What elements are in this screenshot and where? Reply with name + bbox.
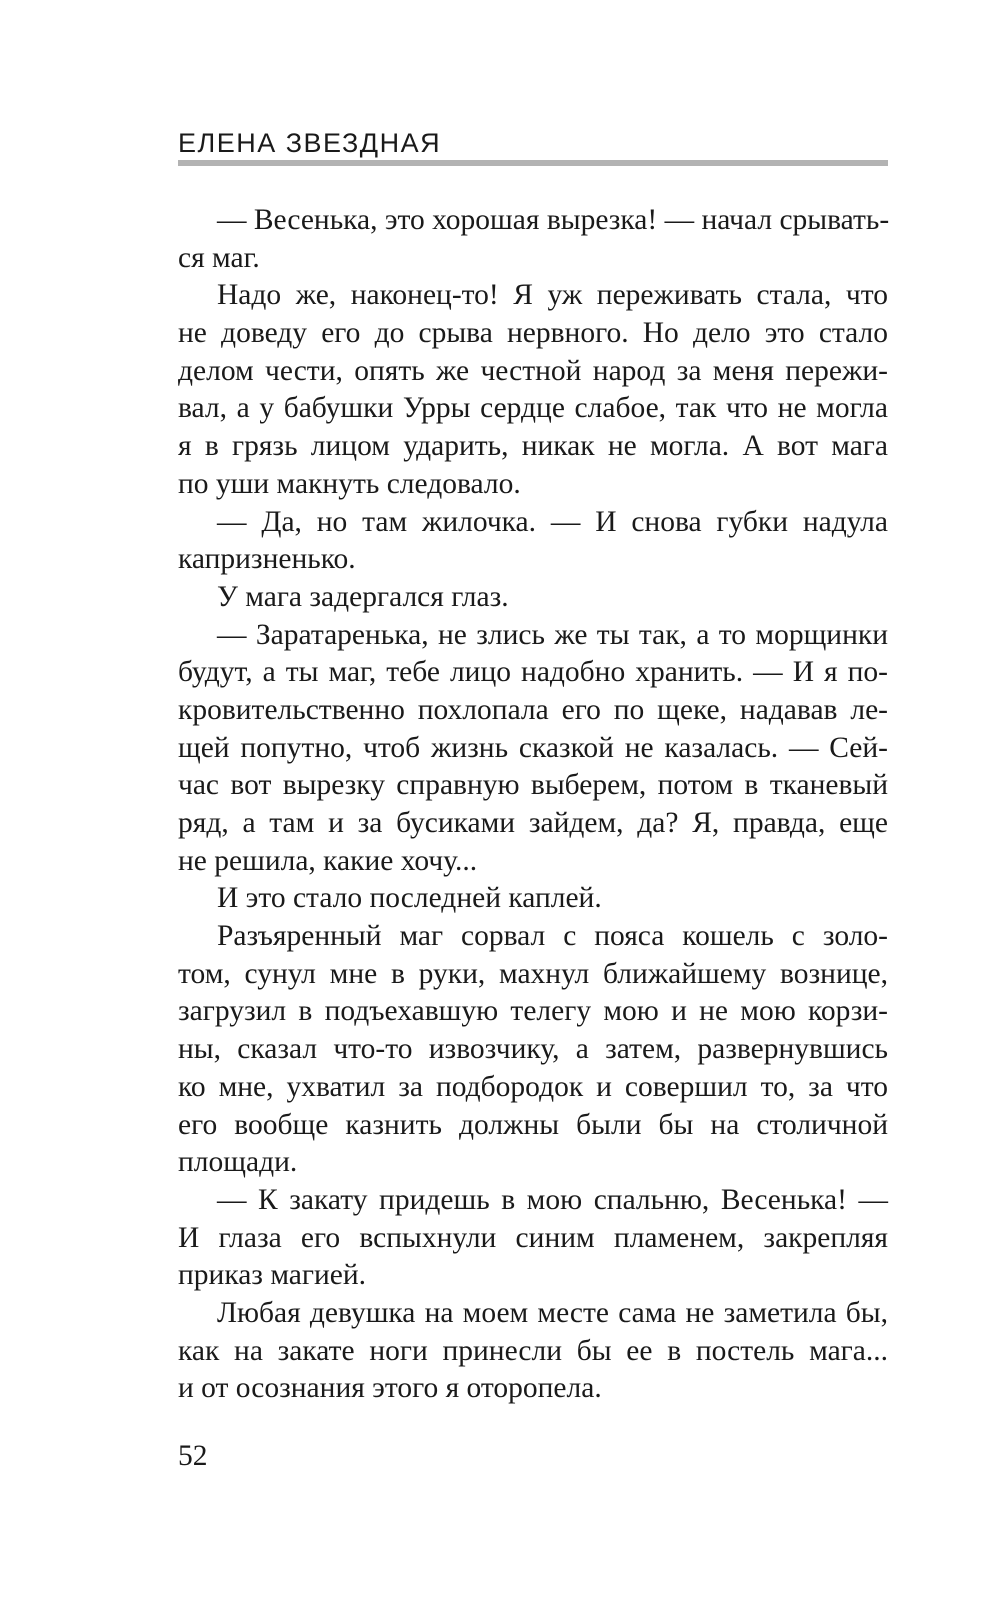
running-head-author: ЕЛЕНА ЗВЕЗДНАЯ [178,128,442,158]
text-line: Разъяренный маг сорвал с пояса кошель с золо- [217,920,888,953]
text-line: том, сунул мне в руки, махнул ближайшему вознице, [178,957,888,990]
text-line: — Заратаренька, не злись же ты так, а то морщинки [217,618,888,651]
text-line: ны, сказал что-то извозчику, а затем, развернувшись [178,1033,888,1066]
text-line: не решила, какие хочу... [178,844,478,877]
text-line: не доведу его до срыва нервного. Но дело это стало [178,317,888,350]
text-line: как на закате ноги принесли бы ее в постель мага... [178,1334,888,1367]
text-line: — Весенька, это хорошая вырезка! — начал срывать- [217,204,890,236]
text-line: загрузил в подъехавшую телегу мою и не мою корзи- [178,995,888,1028]
page-number: 52 [178,1440,208,1472]
text-line: Любая девушка на моем месте сама не заметила бы, [217,1296,888,1329]
text-line: капризненько. [178,543,356,576]
text-line: вал, а у бабушки Урры сердце слабое, так что не могла [178,392,888,425]
text-line: его вообще казнить должны были бы на столичной [178,1108,888,1141]
text-line: Надо же, наконец-то! Я уж переживать стала, что [217,279,888,312]
text-line: кровительственно похлопала его по щеке, надавав ле- [178,693,888,726]
text-line: площади. [178,1146,298,1179]
text-line: час вот вырезку справную выберем, потом в тканевый [178,769,888,802]
body-text [178,202,888,1408]
text-line: я в грязь лицом ударить, никак не могла. А вот мага [178,430,888,463]
text-line: — Да, но там жилочка. — И снова губки надула [217,505,888,538]
text-line: У мага задергался глаз. [217,580,509,613]
text-line: ко мне, ухватил за подбородок и совершил то, за что [178,1070,888,1103]
text-line: по уши макнуть следовало. [178,467,521,500]
text-line: — К закату придешь в мою спальню, Весенька! — [217,1183,888,1216]
text-line: ся маг. [178,241,260,274]
text-line: и от осознания этого я оторопела. [178,1372,602,1405]
text-line: приказ магией. [178,1259,367,1292]
text-line: И это стало последней каплей. [217,882,602,915]
text-line: щей попутно, чтоб жизнь сказкой не казалась. — Сей- [178,731,888,764]
text-line: делом чести, опять же честной народ за меня пережи- [178,354,888,387]
text-line: будут, а ты маг, тебе лицо надобно хранить. — И я по- [178,656,888,689]
text-line: И глаза его вспыхнули синим пламенем, закрепляя [178,1221,888,1254]
text-line: ряд, а там и за бусиками зайдем, да? Я, правда, еще [178,807,888,839]
header-rule [178,160,888,166]
